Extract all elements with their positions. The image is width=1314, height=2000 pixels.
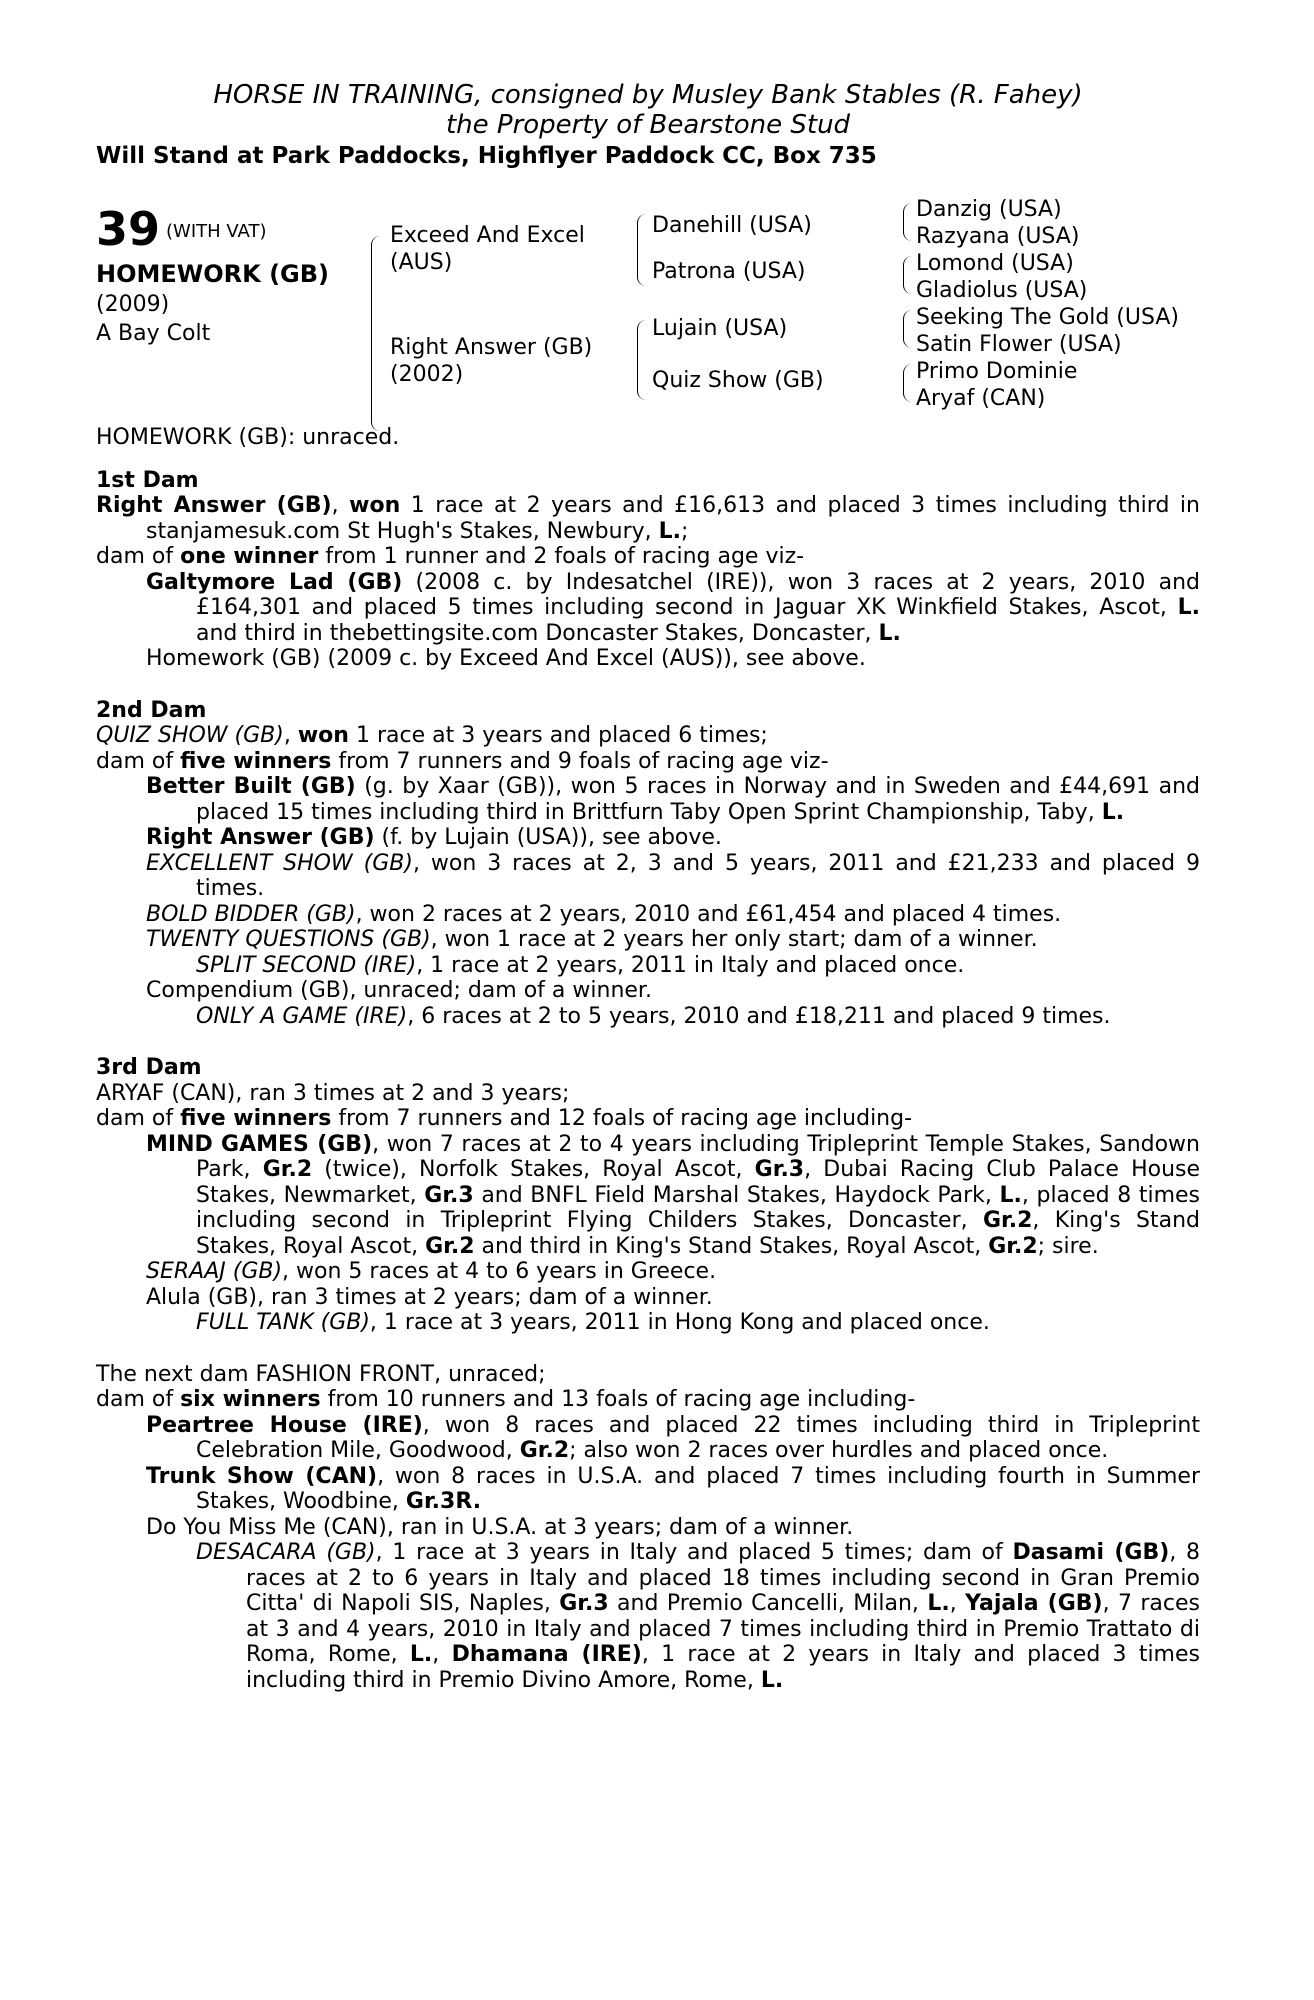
pedigree-brace-g3-3 — [903, 310, 912, 348]
third-dam-grand-offspring: FULL TANK (GB), 1 race at 3 years, 2011 in Hong Kong and placed once. — [196, 1310, 990, 1335]
next-dam-grand-offspring: DESACARA (GB), 1 race at 3 years in Italy and placed 5 times; dam of Dasami (GB), 8 races at 2 to 6 years in Italy and placed 18 times including second in Gran Premio Citta' di Napoli SIS, Naples, Gr.3 and Premio Cancelli, Milan, L., Yajala (GB), 7 races at 3 and 4 years, 2010 in Italy and placed 7 times including third in Premio Trattato di Roma, Rome, L., Dhamana (IRE), 1 race at 2 years in Italy and placed 3 times including third in Premio Divino Amore, Rome, L. — [196, 1540, 1201, 1693]
sire-dam-dam: Gladiolus (USA) — [916, 278, 1088, 303]
sire-sire-sire: Danzig (USA) — [916, 197, 1062, 222]
sire-sire-dam: Razyana (USA) — [916, 224, 1080, 249]
first-dam-offspring: Galtymore Lad (GB) (2008 c. by Indesatchel (IRE)), won 3 races at 2 years, 2010 and £164,301 and placed 5 times including second in Jaguar XK Winkfield Stakes, Ascot, L. and third in thebettingsite.com Doncaster Stakes, Doncaster, L. — [146, 569, 1200, 646]
sire-dam: Patrona (USA) — [652, 259, 806, 284]
horse-year: (2009) — [96, 292, 170, 317]
pedigree-brace-g3-1 — [903, 203, 912, 241]
third-dam-title: 3rd Dam — [96, 1055, 202, 1080]
sire: Exceed And Excel — [390, 223, 585, 248]
owner-line: the Property of Bearstone Stud — [445, 110, 851, 140]
third-dam-offspring: MIND GAMES (GB), won 7 races at 2 to 4 years including Tripleprint Temple Stakes, Sandown Park, Gr.2 (twice), Norfolk Stakes, Royal Ascot, Gr.3, Dubai Racing Club Palace House Stakes, Newmarket, Gr.3 and BNFL Field Marshal Stakes, Haydock Park, L., placed 8 times including second in Tripleprint Flying Childers Stakes, Doncaster, Gr.2, King's Stand Stakes, Royal Ascot, Gr.2 and third in King's Stand Stakes, Royal Ascot, Gr.2; sire. — [146, 1131, 1201, 1259]
next-dam-record: The next dam FASHION FRONT, unraced; — [96, 1361, 546, 1387]
third-dam-offspring: SERAAJ (GB), won 5 races at 4 to 6 years in Greece. — [146, 1259, 717, 1284]
second-dam-record: QUIZ SHOW (GB), won 1 race at 3 years and placed 6 times; — [96, 723, 768, 748]
horse-name: HOMEWORK (GB) — [96, 260, 330, 288]
first-dam-produce: dam of one winner from 1 runner and 2 foals of racing age viz- — [96, 544, 805, 569]
second-dam-offspring: Better Built (GB) (g. by Xaar (GB)), won 5 races in Norway and in Sweden and £44,691 and placed 15 times including third in Brittfurn Taby Open Sprint Championship, Taby, L. — [146, 774, 1201, 825]
second-dam-grand-offspring: SPLIT SECOND (IRE), 1 race at 2 years, 2011 in Italy and placed once. — [196, 952, 965, 978]
vat-note: (WITH VAT) — [166, 221, 267, 242]
sire-sire: Danehill (USA) — [652, 213, 812, 238]
dam-dam-sire: Primo Dominie — [916, 359, 1078, 384]
second-dam-title: 2nd Dam — [96, 697, 207, 723]
pedigree-brace-g3-2 — [903, 256, 912, 294]
dam-sire-sire: Seeking The Gold (USA) — [916, 305, 1179, 330]
second-dam-offspring: EXCELLENT SHOW (GB), won 3 races at 2, 3 and 5 years, 2011 and £21,233 and placed 9 times. — [146, 850, 1200, 901]
lot-number: 39 — [96, 202, 161, 256]
consignor-line: HORSE IN TRAINING, consigned by Musley Bank Stables (R. Fahey) — [213, 80, 1083, 110]
second-dam-grand-offspring: ONLY A GAME (IRE), 6 races at 2 to 5 years, 2010 and £18,211 and placed 9 times. — [196, 1003, 1111, 1029]
second-dam-produce: dam of five winners from 7 runners and 9 foals of racing age viz- — [96, 748, 829, 774]
dam-dam: Quiz Show (GB) — [652, 368, 824, 393]
dam-dam-dam: Aryaf (CAN) — [916, 386, 1046, 411]
third-dam-record: ARYAF (CAN), ran 3 times at 2 and 3 years; — [96, 1080, 570, 1106]
next-dam-offspring: Do You Miss Me (CAN), ran in U.S.A. at 3 years; dam of a winner. — [146, 1514, 854, 1540]
catalogue-body — [96, 425, 1200, 1693]
sire-country: (AUS) — [390, 250, 453, 275]
next-dam-offspring: Trunk Show (CAN), won 8 races in U.S.A. and placed 7 times including fourth in Summer Stakes, Woodbine, Gr.3R. — [146, 1463, 1200, 1514]
next-dam-offspring: Peartree House (IRE), won 8 races and placed 22 times including third in Tripleprint Celebration Mile, Goodwood, Gr.2; also won 2 races over hurdles and placed once. — [146, 1412, 1200, 1463]
catalogue-page — [96, 80, 1200, 1693]
horse-description: A Bay Colt — [96, 321, 211, 346]
pedigree-brace-gen1 — [371, 236, 380, 431]
dam-year: (2002) — [390, 362, 464, 387]
pedigree-brace-g3-4 — [903, 364, 912, 402]
second-dam-offspring: BOLD BIDDER (GB), won 2 races at 2 years, 2010 and £61,454 and placed 4 times. — [146, 901, 1062, 927]
sire-dam-sire: Lomond (USA) — [916, 251, 1074, 276]
pedigree-brace-dam-line — [637, 320, 646, 400]
dam: Right Answer (GB) — [390, 335, 593, 360]
stand-location: Will Stand at Park Paddocks, Highflyer Paddock CC, Box 735 — [96, 143, 877, 169]
second-dam-offspring: TWENTY QUESTIONS (GB), won 1 race at 2 years her only start; dam of a winner. — [146, 927, 1038, 952]
second-dam-offspring: Compendium (GB), unraced; dam of a winner. — [146, 978, 652, 1003]
pedigree-brace-sire-line — [637, 214, 646, 286]
dam-sire-dam: Satin Flower (USA) — [916, 332, 1122, 357]
lot-header — [96, 80, 1200, 172]
lot-number-block — [96, 202, 267, 256]
first-dam-record: Right Answer (GB), won 1 race at 2 years and £16,613 and placed 3 times including third in stanjamesuk.com St Hugh's Stakes, Newbury, L.; — [96, 493, 1200, 544]
second-dam-offspring: Right Answer (GB) (f. by Lujain (USA)), see above. — [146, 825, 722, 850]
next-dam-produce: dam of six winners from 10 runners and 13 foals of racing age including- — [96, 1387, 916, 1412]
third-dam-produce: dam of five winners from 7 runners and 12 foals of racing age including- — [96, 1106, 913, 1131]
first-dam-title: 1st Dam — [96, 467, 199, 493]
pedigree-table — [96, 194, 1200, 424]
first-dam-offspring: Homework (GB) (2009 c. by Exceed And Excel (AUS)), see above. — [146, 646, 866, 671]
dam-sire: Lujain (USA) — [652, 316, 788, 341]
third-dam-offspring: Alula (GB), ran 3 times at 2 years; dam of a winner. — [146, 1284, 713, 1310]
race-record: HOMEWORK (GB): unraced. — [96, 425, 400, 450]
